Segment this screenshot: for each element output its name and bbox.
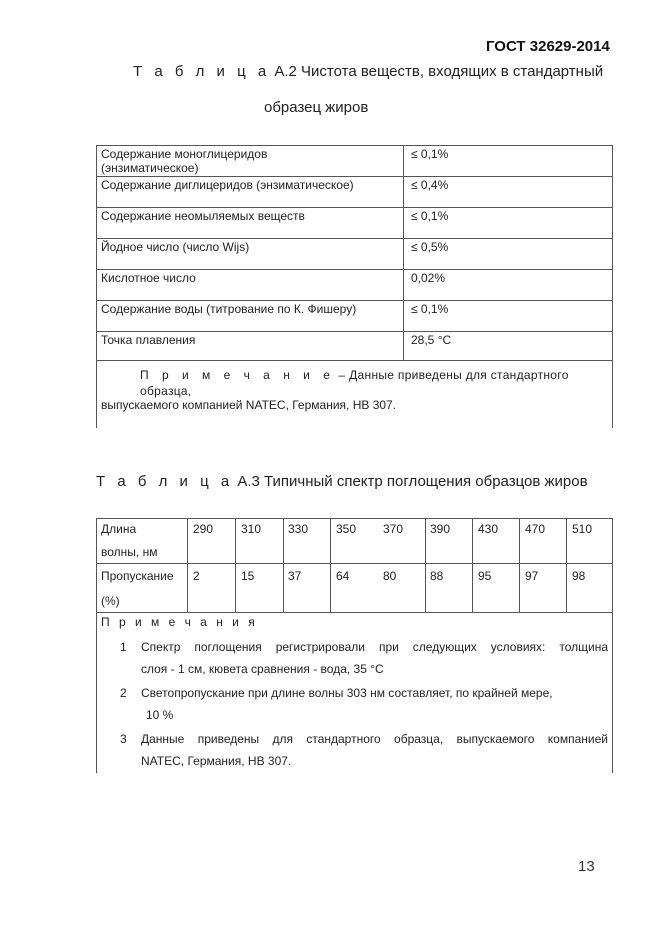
page-number: 13 — [578, 858, 595, 875]
table-row-name: Содержание воды (титрование по К. Фишеру) — [101, 302, 357, 316]
notes-label: П р и м е ч а н и я — [101, 615, 258, 629]
table-row-name: Содержание неомыляемых веществ — [101, 209, 305, 223]
note-text: Спектр поглощения регистрировали при следующих условиях: толщина — [141, 640, 608, 654]
table-a2-caption-line2: образец жиров — [264, 99, 369, 116]
transmission-cell: 88 — [430, 569, 444, 583]
transmission-cell: 98 — [572, 569, 586, 583]
note-text: NATEC, Германия, НВ 307. — [141, 754, 292, 768]
standard-number: ГОСТ 32629-2014 — [486, 38, 610, 55]
wavelength-cell: 470 — [525, 522, 546, 536]
note-text: – Данные приведены для стандартного образца, — [140, 368, 569, 398]
table-row-name: Кислотное число — [101, 271, 196, 285]
note-label: П р и м е ч а н и е — [140, 368, 335, 382]
caption-text: Чистота веществ, входящих в стандартный — [301, 63, 604, 80]
transmission-cell: 80 — [383, 569, 397, 583]
wavelength-cell: 290 — [193, 522, 214, 536]
table-a2-note-line2: выпускаемого компанией NATEC, Германия, НВ 307. — [101, 398, 397, 412]
note-text: 10 % — [146, 708, 174, 722]
table-row-value: ≤ 0,1% — [411, 209, 449, 223]
note-number: 3 — [120, 732, 127, 746]
transmission-cell: 64 — [336, 569, 350, 583]
table-row-name: Йодное число (число Wijs) — [101, 240, 250, 254]
table-row-value: 28,5 °С — [411, 333, 452, 347]
table-a2-caption — [133, 63, 603, 80]
row-label: волны, нм — [101, 545, 158, 559]
row-label: (%) — [101, 594, 120, 608]
note-number: 2 — [120, 686, 127, 700]
table-row-value: ≤ 0,5% — [411, 240, 449, 254]
row-label: Длина — [101, 522, 137, 536]
caption-prefix: Т а б л и ц а — [96, 473, 234, 490]
row-label: Пропускание — [101, 569, 174, 583]
note-text: Данные приведены для стандартного образца, выпускаемого компанией — [141, 732, 608, 746]
wavelength-cell: 370 — [383, 522, 404, 536]
table-row-value: ≤ 0,1% — [411, 302, 449, 316]
transmission-cell: 97 — [525, 569, 539, 583]
caption-text: Типичный спектр поглощения образцов жиров — [264, 473, 588, 490]
caption-number: А.2 — [274, 63, 297, 80]
transmission-cell: 37 — [288, 569, 302, 583]
wavelength-cell: 390 — [430, 522, 451, 536]
wavelength-cell: 350 — [336, 522, 357, 536]
table-row-value: ≤ 0,1% — [411, 147, 449, 161]
table-row-name: (энзиматическое) — [101, 161, 199, 175]
note-number: 1 — [120, 640, 127, 654]
table-row-value: 0,02% — [411, 271, 446, 285]
transmission-cell: 2 — [193, 569, 200, 583]
wavelength-cell: 310 — [241, 522, 262, 536]
wavelength-cell: 510 — [572, 522, 593, 536]
table-row-name: Точка плавления — [101, 333, 196, 347]
table-row-name: Содержание моноглицеридов — [101, 147, 268, 161]
table-a3-caption — [96, 473, 588, 490]
caption-prefix: Т а б л и ц а — [133, 63, 271, 80]
note-text: Светопропускание при длине волны 303 нм составляет, по крайней мере, — [141, 686, 553, 700]
wavelength-cell: 430 — [478, 522, 499, 536]
note-text: слоя - 1 см, кювета сравнения - вода, 35 °С — [141, 662, 384, 676]
caption-number: А.3 — [237, 473, 260, 490]
transmission-cell: 15 — [241, 569, 255, 583]
table-a2-note — [140, 367, 610, 399]
table-row-value: ≤ 0,4% — [411, 178, 449, 192]
wavelength-cell: 330 — [288, 522, 309, 536]
transmission-cell: 95 — [478, 569, 492, 583]
table-row-name: Содержание диглицеридов (энзиматическое) — [101, 178, 354, 192]
